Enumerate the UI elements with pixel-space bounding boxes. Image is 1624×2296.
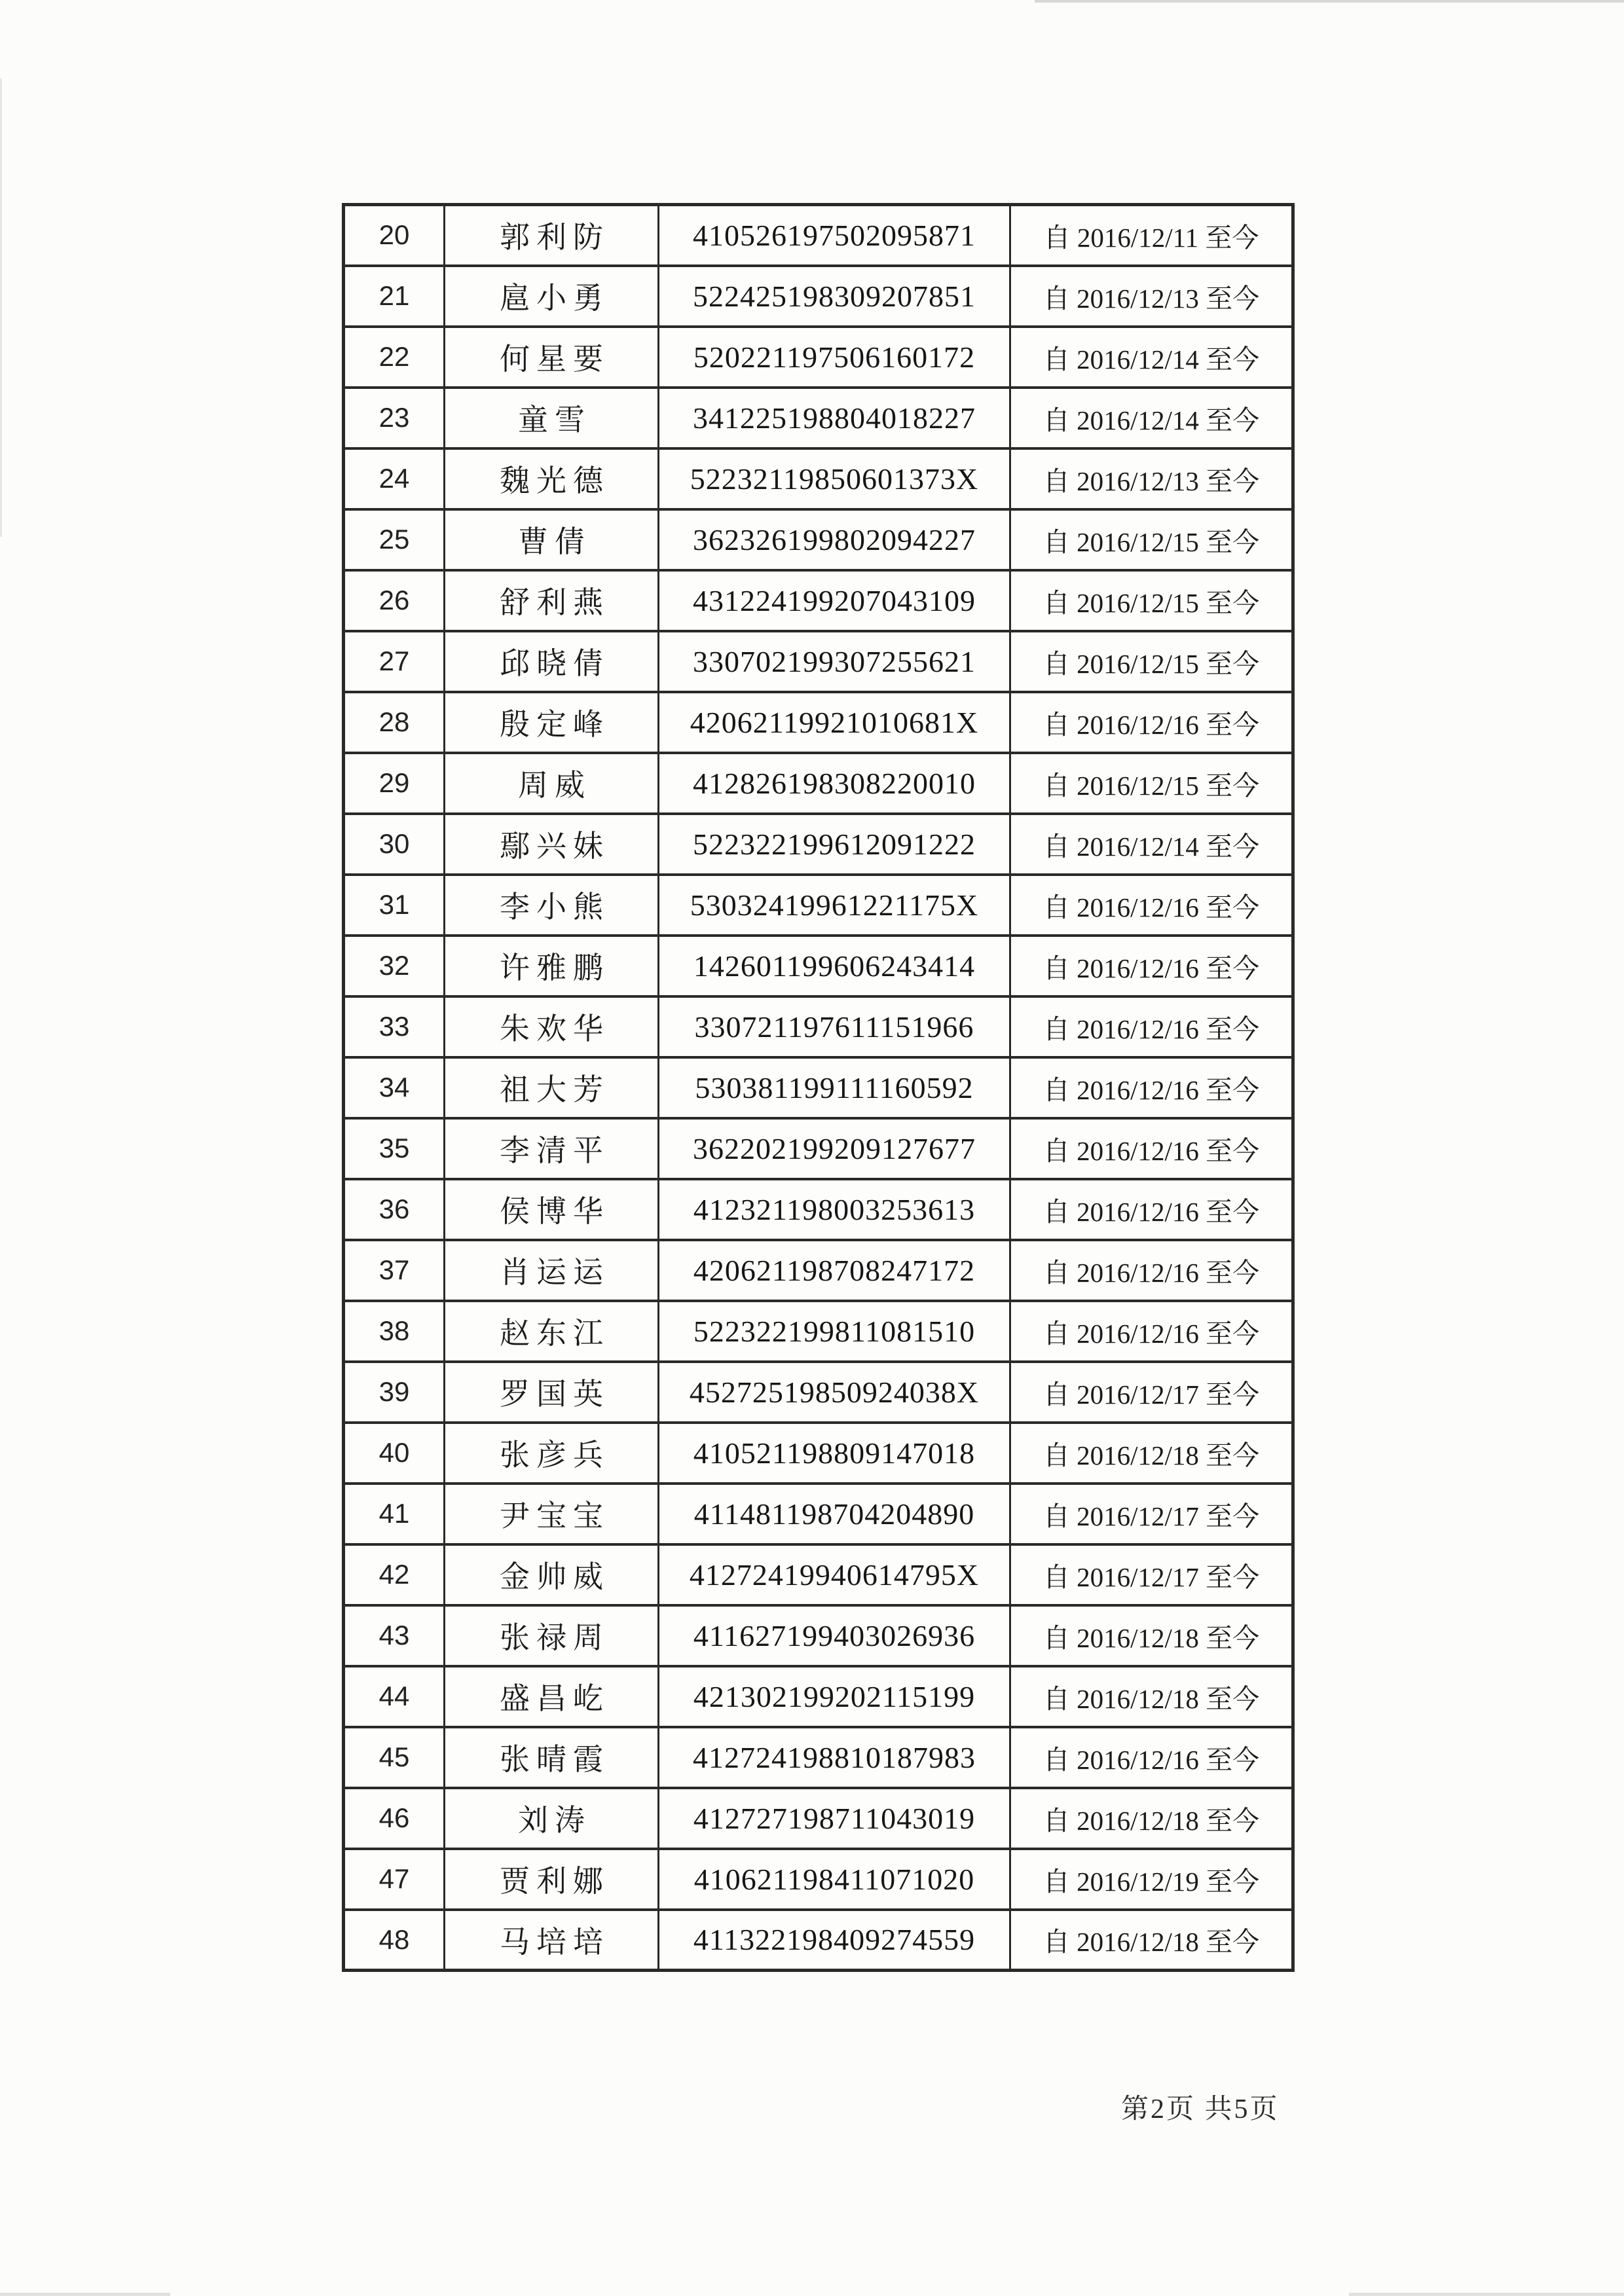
row-number-cell: 32	[344, 936, 445, 996]
validity-period-cell: 自 2016/12/16 至今	[1010, 875, 1293, 936]
validity-period-cell: 自 2016/12/15 至今	[1010, 509, 1293, 570]
table-row	[344, 1727, 1293, 1788]
row-number-cell: 40	[344, 1423, 445, 1484]
table-row	[344, 814, 1293, 875]
table-row	[344, 570, 1293, 631]
row-number-cell: 21	[344, 266, 445, 327]
validity-period-cell: 自 2016/12/15 至今	[1010, 570, 1293, 631]
row-number-cell: 36	[344, 1179, 445, 1240]
row-number-cell: 46	[344, 1788, 445, 1849]
id-number-cell: 362202199209127677	[659, 1118, 1010, 1179]
scan-artifact	[1035, 0, 1624, 3]
id-number-cell: 142601199606243414	[659, 936, 1010, 996]
id-number-cell: 45272519850924038X	[659, 1362, 1010, 1423]
person-name-cell: 刘涛	[445, 1788, 659, 1849]
row-number-cell: 48	[344, 1910, 445, 1971]
validity-period-cell: 自 2016/12/16 至今	[1010, 1240, 1293, 1301]
row-number-cell: 47	[344, 1849, 445, 1910]
row-number-cell: 28	[344, 692, 445, 753]
person-name-cell: 舒利燕	[445, 570, 659, 631]
row-number-cell: 35	[344, 1118, 445, 1179]
id-number-cell: 41272419940614795X	[659, 1544, 1010, 1605]
person-name-cell: 朱欢华	[445, 996, 659, 1057]
table-row	[344, 996, 1293, 1057]
table-row	[344, 1788, 1293, 1849]
table-row	[344, 692, 1293, 753]
person-name-cell: 金帅威	[445, 1544, 659, 1605]
table-row	[344, 875, 1293, 936]
id-number-cell: 412724198810187983	[659, 1727, 1010, 1788]
page-footer	[1121, 2087, 1280, 2126]
person-name-cell: 马培培	[445, 1910, 659, 1971]
person-name-cell: 尹宝宝	[445, 1484, 659, 1544]
table-row	[344, 1179, 1293, 1240]
row-number-cell: 23	[344, 388, 445, 448]
id-number-cell: 412826198308220010	[659, 753, 1010, 814]
row-number-cell: 27	[344, 631, 445, 692]
validity-period-cell: 自 2016/12/16 至今	[1010, 1057, 1293, 1118]
person-name-cell: 周威	[445, 753, 659, 814]
person-name-cell: 扈小勇	[445, 266, 659, 327]
validity-period-cell: 自 2016/12/17 至今	[1010, 1544, 1293, 1605]
person-name-cell: 贾利娜	[445, 1849, 659, 1910]
validity-period-cell: 自 2016/12/15 至今	[1010, 753, 1293, 814]
id-number-cell: 520221197506160172	[659, 327, 1010, 388]
id-number-cell: 421302199202115199	[659, 1666, 1010, 1727]
table-row	[344, 327, 1293, 388]
person-name-cell: 赵东江	[445, 1301, 659, 1362]
person-name-cell: 张彦兵	[445, 1423, 659, 1484]
person-name-cell: 鄢兴妹	[445, 814, 659, 875]
person-name-cell: 何星要	[445, 327, 659, 388]
row-number-cell: 43	[344, 1605, 445, 1666]
id-number-cell: 53032419961221175X	[659, 875, 1010, 936]
table-row	[344, 1849, 1293, 1910]
roster-table-body	[344, 205, 1293, 1971]
id-number-cell: 411627199403026936	[659, 1605, 1010, 1666]
validity-period-cell: 自 2016/12/19 至今	[1010, 1849, 1293, 1910]
person-name-cell: 张禄周	[445, 1605, 659, 1666]
row-number-cell: 25	[344, 509, 445, 570]
table-row	[344, 1544, 1293, 1605]
table-row	[344, 1118, 1293, 1179]
page-number-text: 第2页 共5页	[1121, 2094, 1280, 2124]
validity-period-cell: 自 2016/12/17 至今	[1010, 1362, 1293, 1423]
validity-period-cell: 自 2016/12/11 至今	[1010, 205, 1293, 266]
validity-period-cell: 自 2016/12/17 至今	[1010, 1484, 1293, 1544]
table-row	[344, 1240, 1293, 1301]
id-number-cell: 412727198711043019	[659, 1788, 1010, 1849]
scan-artifact	[1349, 2293, 1624, 2296]
id-number-cell: 412321198003253613	[659, 1179, 1010, 1240]
table-row	[344, 509, 1293, 570]
id-number-cell: 530381199111160592	[659, 1057, 1010, 1118]
row-number-cell: 37	[344, 1240, 445, 1301]
roster-table	[342, 203, 1295, 1972]
table-row	[344, 205, 1293, 266]
person-name-cell: 童雪	[445, 388, 659, 448]
table-row	[344, 1666, 1293, 1727]
validity-period-cell: 自 2016/12/16 至今	[1010, 1727, 1293, 1788]
person-name-cell: 祖大芳	[445, 1057, 659, 1118]
person-name-cell: 许雅鹏	[445, 936, 659, 996]
table-row	[344, 1057, 1293, 1118]
row-number-cell: 44	[344, 1666, 445, 1727]
id-number-cell: 341225198804018227	[659, 388, 1010, 448]
validity-period-cell: 自 2016/12/13 至今	[1010, 448, 1293, 509]
id-number-cell: 431224199207043109	[659, 570, 1010, 631]
id-number-cell: 410621198411071020	[659, 1849, 1010, 1910]
person-name-cell: 罗国英	[445, 1362, 659, 1423]
id-number-cell: 420621198708247172	[659, 1240, 1010, 1301]
id-number-cell: 410526197502095871	[659, 205, 1010, 266]
validity-period-cell: 自 2016/12/18 至今	[1010, 1910, 1293, 1971]
table-row	[344, 1301, 1293, 1362]
row-number-cell: 39	[344, 1362, 445, 1423]
validity-period-cell: 自 2016/12/18 至今	[1010, 1605, 1293, 1666]
validity-period-cell: 自 2016/12/15 至今	[1010, 631, 1293, 692]
person-name-cell: 邱晓倩	[445, 631, 659, 692]
validity-period-cell: 自 2016/12/16 至今	[1010, 936, 1293, 996]
row-number-cell: 31	[344, 875, 445, 936]
table-row	[344, 753, 1293, 814]
id-number-cell: 522322199612091222	[659, 814, 1010, 875]
id-number-cell: 410521198809147018	[659, 1423, 1010, 1484]
person-name-cell: 盛昌屹	[445, 1666, 659, 1727]
validity-period-cell: 自 2016/12/16 至今	[1010, 1301, 1293, 1362]
row-number-cell: 30	[344, 814, 445, 875]
table-row	[344, 1484, 1293, 1544]
table-row	[344, 1605, 1293, 1666]
table-row	[344, 388, 1293, 448]
table-row	[344, 936, 1293, 996]
id-number-cell: 330721197611151966	[659, 996, 1010, 1057]
validity-period-cell: 自 2016/12/14 至今	[1010, 327, 1293, 388]
person-name-cell: 张晴霞	[445, 1727, 659, 1788]
id-number-cell: 42062119921010681X	[659, 692, 1010, 753]
person-name-cell: 郭利防	[445, 205, 659, 266]
validity-period-cell: 自 2016/12/16 至今	[1010, 996, 1293, 1057]
validity-period-cell: 自 2016/12/14 至今	[1010, 388, 1293, 448]
validity-period-cell: 自 2016/12/16 至今	[1010, 1118, 1293, 1179]
id-number-cell: 522322199811081510	[659, 1301, 1010, 1362]
table-row	[344, 1362, 1293, 1423]
person-name-cell: 李小熊	[445, 875, 659, 936]
validity-period-cell: 自 2016/12/18 至今	[1010, 1666, 1293, 1727]
validity-period-cell: 自 2016/12/13 至今	[1010, 266, 1293, 327]
row-number-cell: 38	[344, 1301, 445, 1362]
id-number-cell: 52232119850601373X	[659, 448, 1010, 509]
validity-period-cell: 自 2016/12/18 至今	[1010, 1788, 1293, 1849]
table-row	[344, 631, 1293, 692]
scan-artifact	[0, 2293, 170, 2296]
id-number-cell: 411481198704204890	[659, 1484, 1010, 1544]
person-name-cell: 曹倩	[445, 509, 659, 570]
row-number-cell: 20	[344, 205, 445, 266]
scan-artifact	[0, 79, 2, 537]
person-name-cell: 肖运运	[445, 1240, 659, 1301]
row-number-cell: 33	[344, 996, 445, 1057]
validity-period-cell: 自 2016/12/16 至今	[1010, 1179, 1293, 1240]
row-number-cell: 29	[344, 753, 445, 814]
id-number-cell: 522425198309207851	[659, 266, 1010, 327]
table-row	[344, 1910, 1293, 1971]
validity-period-cell: 自 2016/12/16 至今	[1010, 692, 1293, 753]
person-name-cell: 侯博华	[445, 1179, 659, 1240]
row-number-cell: 34	[344, 1057, 445, 1118]
row-number-cell: 26	[344, 570, 445, 631]
table-row	[344, 448, 1293, 509]
table-row	[344, 1423, 1293, 1484]
row-number-cell: 45	[344, 1727, 445, 1788]
validity-period-cell: 自 2016/12/18 至今	[1010, 1423, 1293, 1484]
person-name-cell: 李清平	[445, 1118, 659, 1179]
validity-period-cell: 自 2016/12/14 至今	[1010, 814, 1293, 875]
row-number-cell: 41	[344, 1484, 445, 1544]
row-number-cell: 24	[344, 448, 445, 509]
id-number-cell: 362326199802094227	[659, 509, 1010, 570]
table-row	[344, 266, 1293, 327]
row-number-cell: 42	[344, 1544, 445, 1605]
row-number-cell: 22	[344, 327, 445, 388]
id-number-cell: 411322198409274559	[659, 1910, 1010, 1971]
person-name-cell: 殷定峰	[445, 692, 659, 753]
id-number-cell: 330702199307255621	[659, 631, 1010, 692]
person-name-cell: 魏光德	[445, 448, 659, 509]
